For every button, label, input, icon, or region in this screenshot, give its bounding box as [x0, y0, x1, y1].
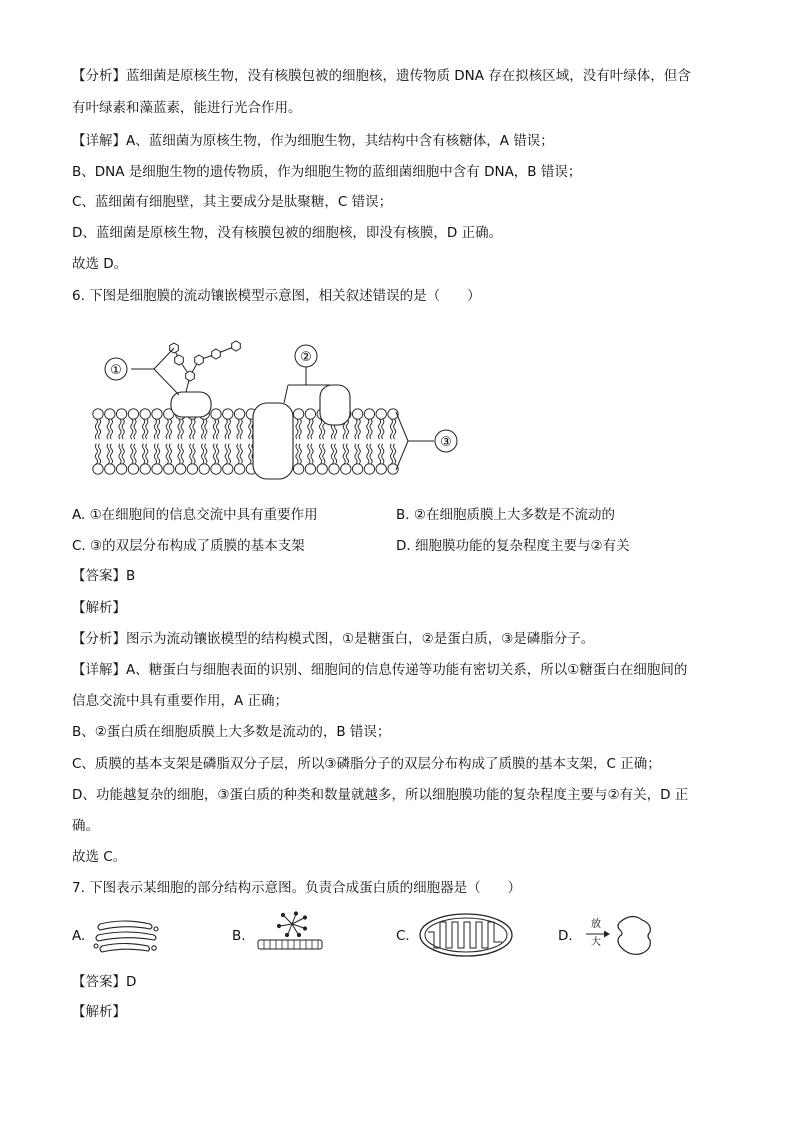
phospholipid-tail	[390, 419, 392, 439]
phospholipid-head	[223, 409, 233, 419]
q5-analysis-line-2: 有叶绿素和藻蓝素，能进行光合作用。	[72, 100, 302, 116]
label-3: ③	[440, 435, 452, 450]
phospholipid-head	[140, 464, 150, 474]
q6-answer: 【答案】B	[72, 568, 136, 584]
glycoprotein-sugar-chain	[170, 341, 241, 392]
phospholipid-tail	[320, 419, 322, 439]
q6-detail-a-line-1: 【详解】A、糖蛋白与细胞表面的识别、细胞间的信息传递等功能有密切关系，所以①糖蛋白在细胞间的	[72, 662, 688, 678]
q7-answer: 【答案】D	[72, 974, 137, 990]
phospholipid-tail	[193, 419, 195, 439]
q6-choice: 故选 C。	[72, 849, 127, 865]
q5-detail-b: B、DNA 是细胞生物的遗传物质，作为细胞生物的蓝细菌细胞中含有 DNA，B 错误；	[72, 164, 582, 180]
phospholipid-tail	[394, 419, 396, 439]
phospholipid-tail	[143, 444, 145, 464]
phospholipid-tail	[107, 444, 109, 464]
label-2: ②	[300, 350, 312, 365]
phospholipid-tail	[308, 444, 310, 464]
phospholipid-tail	[131, 444, 133, 464]
phospholipid-tail	[299, 419, 301, 439]
label-3-leader	[396, 412, 434, 470]
phospholipid-head	[364, 464, 374, 474]
phospholipid-head	[152, 409, 162, 419]
phospholipid-tail	[299, 444, 301, 464]
phospholipid-head	[234, 464, 244, 474]
q7-option-c-label: C.	[396, 928, 410, 944]
membrane-model-figure	[96, 340, 456, 490]
phospholipid-tail	[213, 444, 215, 464]
phospholipid-head	[293, 464, 303, 474]
phospholipid-head	[128, 464, 138, 474]
q5-analysis-line-1: 【分析】蓝细菌是原核生物，没有核膜包被的细胞核，遗传物质 DNA 存在拟核区域，没有叶绿体，但含	[72, 68, 691, 84]
phospholipid-tail	[181, 444, 183, 464]
magnify-label-top: 放	[591, 919, 601, 930]
phospholipid-head	[376, 409, 386, 419]
label-1-leader	[131, 348, 179, 395]
phospholipid-tail	[249, 444, 251, 464]
phospholipid-tail	[178, 444, 180, 464]
phospholipid-tail	[217, 419, 219, 439]
phospholipid-tail	[394, 444, 396, 464]
phospholipid-head	[305, 409, 315, 419]
phospholipid-tail	[99, 444, 101, 464]
phospholipid-tail	[158, 444, 160, 464]
phospholipid-tail	[367, 444, 369, 464]
phospholipid-tail	[296, 444, 298, 464]
phospholipid-tail	[320, 444, 322, 464]
phospholipid-tail	[228, 419, 230, 439]
phospholipid-tail	[370, 419, 372, 439]
label-1: ①	[110, 363, 122, 378]
phospholipid-tail	[331, 444, 333, 464]
phospholipid-head	[211, 409, 221, 419]
glycoprotein-peripheral-protein	[171, 392, 211, 417]
q6-option-a: A. ①在细胞间的信息交流中具有重要作用	[72, 507, 318, 523]
phospholipid-head	[128, 409, 138, 419]
phospholipid-tail	[178, 419, 180, 439]
phospholipid-head	[352, 409, 362, 419]
phospholipid-tail	[190, 419, 192, 439]
phospholipid-tail	[225, 419, 227, 439]
phospholipid-tail	[382, 444, 384, 464]
phospholipid-head	[364, 409, 374, 419]
phospholipid-head	[223, 464, 233, 474]
phospholipid-tail	[158, 419, 160, 439]
q6-detail-b: B、②蛋白质在细胞质膜上大多数是流动的，B 错误；	[72, 724, 391, 740]
phospholipid-tail	[134, 419, 136, 439]
phospholipid-tail	[190, 444, 192, 464]
phospholipid-head	[175, 464, 185, 474]
phospholipid-tail	[343, 444, 345, 464]
phospholipid-tail	[311, 419, 313, 439]
phospholipid-head	[305, 464, 315, 474]
phospholipid-head	[211, 464, 221, 474]
phospholipid-head	[116, 464, 126, 474]
mitochondrion-icon	[418, 912, 514, 958]
phospholipid-tail	[169, 419, 171, 439]
phospholipid-tail	[181, 419, 183, 439]
q6-stem: 6. 下图是细胞膜的流动镶嵌模型示意图，相关叙述错误的是（ ）	[72, 288, 481, 304]
phospholipid-tail	[131, 419, 133, 439]
phospholipid-tail	[382, 419, 384, 439]
q6-explanation-heading: 【解析】	[72, 600, 126, 616]
phospholipid-tail	[335, 444, 337, 464]
phospholipid-head	[187, 464, 197, 474]
q6-detail-d-line-1: D、功能越复杂的细胞，③蛋白质的种类和数量就越多，所以细胞膜功能的复杂程度主要与②有关，D 正	[72, 787, 689, 803]
phospholipid-head	[234, 409, 244, 419]
phospholipid-head	[352, 464, 362, 474]
phospholipid-tail	[355, 444, 357, 464]
phospholipid-tail	[154, 444, 156, 464]
phospholipid-tail	[166, 419, 168, 439]
phospholipid-tail	[296, 419, 298, 439]
phospholipid-tail	[146, 444, 148, 464]
q6-option-c: C. ③的双层分布构成了质膜的基本支架	[72, 538, 305, 554]
q5-detail-a: 【详解】A、蓝细菌为原核生物，作为细胞生物，其结构中含有核糖体，A 错误；	[72, 133, 554, 149]
q6-detail-d-line-2: 确。	[72, 818, 99, 834]
q6-detail-a-line-2: 信息交流中具有重要作用，A 正确；	[72, 693, 289, 709]
phospholipid-tail	[379, 444, 381, 464]
phospholipid-tail	[308, 419, 310, 439]
phospholipid-head	[140, 409, 150, 419]
phospholipid-tail	[99, 419, 101, 439]
phospholipid-tail	[110, 444, 112, 464]
q7-option-b-label: B.	[232, 928, 246, 944]
phospholipid-tail	[119, 444, 121, 464]
phospholipid-head	[199, 464, 209, 474]
phospholipid-head	[164, 464, 174, 474]
phospholipid-head	[329, 464, 339, 474]
q6-option-d: D. 细胞膜功能的复杂程度主要与②有关	[396, 538, 630, 554]
phospholipid-tail	[225, 444, 227, 464]
phospholipid-head	[93, 409, 103, 419]
phospholipid-tail	[110, 419, 112, 439]
phospholipid-tail	[205, 419, 207, 439]
phospholipid-tail	[237, 444, 239, 464]
phospholipid-tail	[237, 419, 239, 439]
q6-analysis: 【分析】图示为流动镶嵌模型的结构模式图，①是糖蛋白，②是蛋白质，③是磷脂分子。	[72, 631, 595, 647]
phospholipid-tail	[122, 419, 124, 439]
phospholipid-head	[105, 409, 115, 419]
phospholipid-tail	[134, 444, 136, 464]
phospholipid-tail	[240, 444, 242, 464]
phospholipid-head	[293, 409, 303, 419]
phospholipid-tail	[107, 419, 109, 439]
q5-detail-d: D、蓝细菌是原核生物，没有核膜包被的细胞核，即没有核膜，D 正确。	[72, 225, 503, 241]
phospholipid-tail	[154, 419, 156, 439]
phospholipid-head	[341, 464, 351, 474]
phospholipid-tail	[205, 444, 207, 464]
phospholipid-head	[116, 409, 126, 419]
q6-option-b: B. ②在细胞质膜上大多数是不流动的	[396, 507, 615, 523]
phospholipid-tail	[193, 444, 195, 464]
phospholipid-tail	[390, 444, 392, 464]
phospholipid-tail	[166, 444, 168, 464]
phospholipid-tail	[358, 444, 360, 464]
phospholipid-tail	[355, 419, 357, 439]
phospholipid-tail	[143, 419, 145, 439]
phospholipid-tail	[358, 419, 360, 439]
phospholipid-tail	[146, 419, 148, 439]
phospholipid-tail	[370, 444, 372, 464]
phospholipid-head	[105, 464, 115, 474]
phospholipid-tail	[217, 444, 219, 464]
q7-option-a-label: A.	[72, 928, 86, 944]
surface-protein	[320, 385, 350, 425]
phospholipid-head	[376, 464, 386, 474]
transmembrane-protein	[253, 403, 293, 479]
golgi-apparatus-icon	[94, 916, 160, 956]
phospholipid-tail	[119, 419, 121, 439]
phospholipid-head	[93, 464, 103, 474]
phospholipid-tail	[122, 444, 124, 464]
q6-detail-c: C、质膜的基本支架是磷脂双分子层，所以③磷脂分子的双层分布构成了质膜的基本支架，C 正确；	[72, 756, 661, 772]
phospholipid-head	[152, 464, 162, 474]
phospholipid-tail	[346, 419, 348, 439]
q5-choice: 故选 D。	[72, 256, 128, 272]
phospholipid-tail	[95, 444, 97, 464]
phospholipid-tail	[202, 419, 204, 439]
ribosome-icon	[580, 910, 660, 960]
phospholipid-tail	[202, 444, 204, 464]
phospholipid-heads	[93, 409, 398, 474]
q7-option-d-label: D.	[558, 928, 573, 944]
phospholipid-tail	[379, 419, 381, 439]
phospholipid-tails	[95, 419, 395, 464]
phospholipid-tail	[249, 419, 251, 439]
q7-explanation-heading: 【解析】	[72, 1004, 126, 1020]
phospholipid-tail	[169, 444, 171, 464]
phospholipid-tail	[311, 444, 313, 464]
q7-stem: 7. 下图表示某细胞的部分结构示意图。负责合成蛋白质的细胞器是（ ）	[72, 880, 522, 896]
magnify-label-bottom: 大	[591, 937, 601, 948]
phospholipid-tail	[228, 444, 230, 464]
q5-detail-c: C、蓝细菌有细胞壁，其主要成分是肽聚糖，C 错误；	[72, 194, 393, 210]
phospholipid-tail	[346, 444, 348, 464]
phospholipid-tail	[95, 419, 97, 439]
phospholipid-tail	[213, 419, 215, 439]
phospholipid-tail	[323, 444, 325, 464]
phospholipid-tail	[240, 419, 242, 439]
centrosome-icon	[256, 912, 326, 954]
phospholipid-tail	[367, 419, 369, 439]
phospholipid-head	[317, 464, 327, 474]
